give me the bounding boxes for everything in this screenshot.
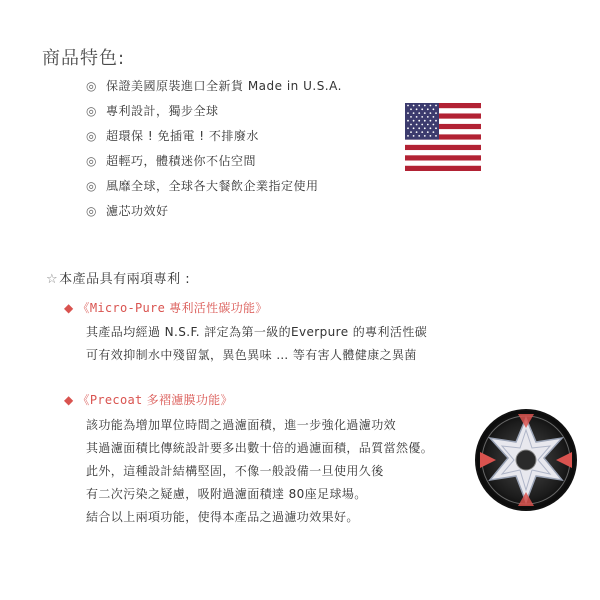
feature-text: 專利設計，獨步全球	[106, 104, 219, 118]
flag-star	[424, 127, 426, 129]
star-icon: ☆	[46, 272, 59, 287]
flag-star	[427, 124, 429, 126]
body-line: 其過濾面積比傳統設計要多出數十倍的過濾面積，品質當然優。	[86, 441, 434, 455]
title-bracket: 《	[77, 393, 90, 407]
section1-title	[64, 299, 268, 316]
flag-star	[435, 127, 437, 129]
flag-star	[413, 120, 415, 122]
flag-star	[433, 116, 435, 118]
bullet-icon: ◎	[86, 154, 97, 168]
flag-star	[418, 127, 420, 129]
patent-heading	[46, 268, 190, 287]
flag-star	[407, 112, 409, 114]
list-item	[86, 74, 342, 99]
flag-star	[424, 112, 426, 114]
section1-body	[86, 321, 427, 367]
flag-star	[416, 131, 418, 133]
flag-star	[430, 105, 432, 107]
flag-star	[424, 120, 426, 122]
flag-star	[410, 124, 412, 126]
flag-star	[433, 131, 435, 133]
list-item	[86, 149, 342, 174]
feature-text: 風靡全球，全球各大餐飲企業指定使用	[106, 179, 319, 193]
flag-star	[413, 105, 415, 107]
flag-star	[410, 131, 412, 133]
flag-stripe	[405, 155, 481, 160]
feature-list	[86, 74, 342, 224]
flag-star	[430, 120, 432, 122]
list-item	[86, 199, 342, 224]
bullet-icon: ◎	[86, 129, 97, 143]
flag-star	[433, 124, 435, 126]
page-title: 商品特色:	[42, 48, 126, 69]
title-bracket: 《	[77, 301, 90, 315]
flag-star	[407, 120, 409, 122]
flag-stripe	[405, 145, 481, 150]
flag-star	[424, 135, 426, 137]
feature-text: 保證美國原裝進口全新貨 Made in U.S.A.	[106, 79, 342, 93]
flag-star	[421, 124, 423, 126]
flag-star	[413, 135, 415, 137]
bullet-icon: ◎	[86, 204, 97, 218]
flag-star	[407, 127, 409, 129]
section1-title-rest: 專利活性碳功能》	[165, 301, 268, 315]
flag-star	[418, 120, 420, 122]
flag-star	[416, 124, 418, 126]
feature-text: 超環保 ! 免插電 ! 不排廢水	[106, 129, 259, 143]
bullet-icon: ◎	[86, 104, 97, 118]
flag-star	[418, 112, 420, 114]
flag-star	[413, 112, 415, 114]
diamond-icon: ◆	[64, 301, 74, 315]
flag-star	[421, 131, 423, 133]
body-line: 結合以上兩項功能，使得本產品之過濾功效果好。	[86, 510, 359, 524]
flag-star	[424, 105, 426, 107]
flag-star	[435, 105, 437, 107]
section2-body	[86, 414, 433, 529]
flag-stripe	[405, 161, 481, 166]
flag-star	[416, 108, 418, 110]
body-line: 其產品均經過 N.S.F. 評定為第一級的Everpure 的專利活性碳	[86, 325, 428, 339]
flag-stripe	[405, 166, 481, 171]
flag-star	[427, 108, 429, 110]
flag-star	[421, 116, 423, 118]
body-line: 此外，這種設計結構堅固，不像一般設備一旦使用久後	[86, 464, 384, 478]
flag-star	[427, 131, 429, 133]
diamond-icon: ◆	[64, 393, 74, 407]
flag-star	[416, 116, 418, 118]
section2-title-rest: 多褶濾膜功能》	[142, 393, 233, 407]
us-flag-icon	[405, 103, 481, 171]
list-item	[86, 124, 342, 149]
flag-star	[435, 120, 437, 122]
flag-star	[427, 116, 429, 118]
emblem-core	[516, 450, 536, 470]
section2-title	[64, 391, 233, 408]
body-line: 可有效抑制水中殘留氯，異色異味 … 等有害人體健康之異菌	[86, 348, 417, 362]
flag-star	[410, 108, 412, 110]
flag-star	[430, 112, 432, 114]
flag-star	[435, 135, 437, 137]
flag-star	[407, 135, 409, 137]
flag-star	[421, 108, 423, 110]
list-item	[86, 99, 342, 124]
flag-star	[430, 135, 432, 137]
patent-heading-text: 本產品具有兩項專利 :	[59, 272, 191, 287]
flag-star	[410, 116, 412, 118]
body-line: 有二次污染之疑慮，吸附過濾面積達 80座足球場。	[86, 487, 367, 501]
flag-star	[435, 112, 437, 114]
flag-stripe	[405, 150, 481, 155]
flag-star	[407, 105, 409, 107]
section2-title-latin: Precoat	[89, 393, 143, 407]
section1-title-latin: Micro-Pure	[89, 301, 166, 315]
bullet-icon: ◎	[86, 79, 97, 93]
bullet-icon: ◎	[86, 179, 97, 193]
body-line: 該功能為增加單位時間之過濾面積，進一步強化過濾功效	[86, 418, 397, 432]
flag-star	[413, 127, 415, 129]
flag-star	[433, 108, 435, 110]
flag-stripe	[405, 140, 481, 145]
flag-star	[430, 127, 432, 129]
filter-emblem-icon	[474, 408, 578, 512]
flag-star	[418, 105, 420, 107]
feature-text: 超輕巧，體積迷你不佔空間	[106, 154, 257, 168]
flag-star	[418, 135, 420, 137]
feature-text: 濾芯功效好	[106, 204, 169, 218]
list-item	[86, 174, 342, 199]
